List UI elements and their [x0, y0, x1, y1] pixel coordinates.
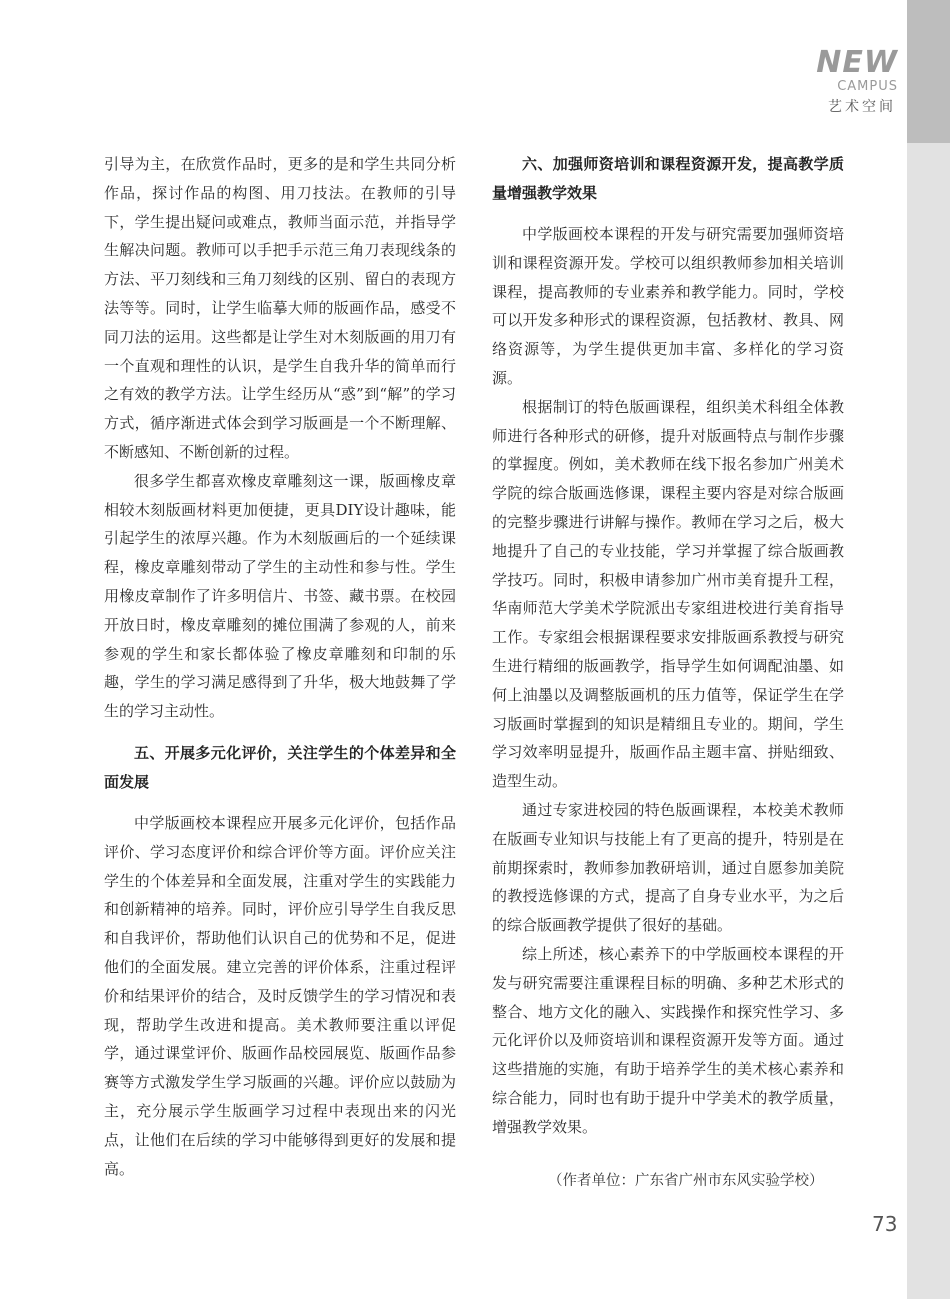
page-number: 73 [872, 1212, 898, 1236]
paragraph: 综上所述，核心素养下的中学版画校本课程的开发与研究需要注重课程目标的明确、多种艺术形式的整合、地方文化的融入、实践操作和探究性学习、多元化评价以及师资培训和课程资源开发等方面。通过这些措施的实施，有助于培养学生的美术核心素养和综合能力，同时也有助于提升中学美术的教学质量，增强教学效果。 [492, 944, 844, 1136]
paragraph: 中学版画校本课程应开展多元化评价，包括作品评价、学习态度评价和综合评价等方面。评价应关注学生的个体差异和全面发展，注重对学生的实践能力和创新精神的培养。同时，评价应引导学生自我反思和自我评价，帮助他们认识自己的优势和不足，促进他们的全面发展。建立完善的评价体系，注重过程评价和结果评价的结合，及时反馈学生的学习情况和表现，帮助学生改进和提高。美术教师要注重以评促学，通过课堂评价、版画作品校园展览、版画作品参赛等方式激发学生学习版画的兴趣。评价应以鼓励为主，充分展示学生版画学习过程中表现出来的闪光点，让他们在后续的学习中能够得到更好的发展和提高。 [104, 813, 456, 1178]
section-heading: 六、加强师资培训和课程资源开发，提高教学质量增强教学效果 [492, 155, 844, 202]
logo-campus: CAMPUS [837, 79, 898, 94]
paragraph: 根据制订的特色版画课程，组织美术科组全体教师进行各种形式的研修，提升对版画特点与制作步骤的掌握度。例如，美术教师在线下报名参加广州美术学院的综合版画选修课，课程主要内容是对综合版画的完整步骤进行讲解与操作。教师在学习之后，极大地提升了自己的专业技能，学习并掌握了综合版画教学技巧。同时，积极申请参加广州市美育提升工程，华南师范大学美术学院派出专家组进校进行美育指导工作。专家组会根据课程要求安排版画系教授与研究生进行精细的版画教学，指导学生如何调配油墨、如何上油墨以及调整版画机的压力值等，保证学生在学习版画时掌握到的知识是精细且专业的。期间，学生学习效率明显提升，版画作品主题丰富、拼贴细致、造型生动。 [492, 397, 844, 791]
author-affiliation: （作者单位：广东省广州市东风实验学校） [548, 1173, 824, 1189]
side-margin-strip [907, 0, 950, 1299]
section-heading: 五、开展多元化评价，关注学生的个体差异和全面发展 [104, 743, 456, 791]
paragraph: 通过专家进校园的特色版画课程，本校美术教师在版画专业知识与技能上有了更高的提升，特别是在前期探索时，教师参加教研培训，通过自愿参加美院的教授选修课的方式，提高了自身专业水平，为之后的综合版画教学提供了很好的基础。 [492, 800, 844, 935]
logo-new: NEW [816, 45, 898, 80]
paragraph: 中学版画校本课程的开发与研究需要加强师资培训和课程资源开发。学校可以组织教师参加相关培训课程，提高教师的专业素养和教学能力。同时，学校可以开发多种形式的课程资源，包括教材、教具、网络资源等，为学生提供更加丰富、多样化的学习资源。 [492, 225, 844, 387]
left-column [104, 150, 456, 1183]
right-column [492, 150, 844, 1142]
paragraph: 很多学生都喜欢橡皮章雕刻这一课，版画橡皮章相较木刻版画材料更加便捷，更具DIY设计趣味，能引起学生的浓厚兴趣。作为木刻版画后的一个延续课程，橡皮章雕刻带动了学生的主动性和参与性。学生用橡皮章制作了许多明信片、书签、藏书票。在校园开放日时，橡皮章雕刻的摊位围满了参观的人，前来参观的学生和家长都体验了橡皮章雕刻和印制的乐趣，学生的学习满足感得到了升华，极大地鼓舞了学生的学习主动性。 [104, 471, 456, 721]
paragraph: 引导为主，在欣赏作品时，更多的是和学生共同分析作品，探讨作品的构图、用刀技法。在教师的引导下，学生提出疑问或难点，教师当面示范，并指导学生解决问题。教师可以手把手示范三角刀表现线条的方法、平刀刻线和三角刀刻线的区别、留白的表现方法等等。同时，让学生临摹大师的版画作品，感受不同刀法的运用。这些都是让学生对木刻版画的用刀有一个直观和理性的认识，是学生自我升华的简单而行之有效的教学方法。让学生经历从“惑”到“解”的学习方式，循序渐进式体会到学习版画是一个不断理解、不断感知、不断创新的过程。 [104, 155, 456, 461]
header-tab [907, 0, 950, 143]
section-title: 艺术空间 [828, 99, 896, 115]
